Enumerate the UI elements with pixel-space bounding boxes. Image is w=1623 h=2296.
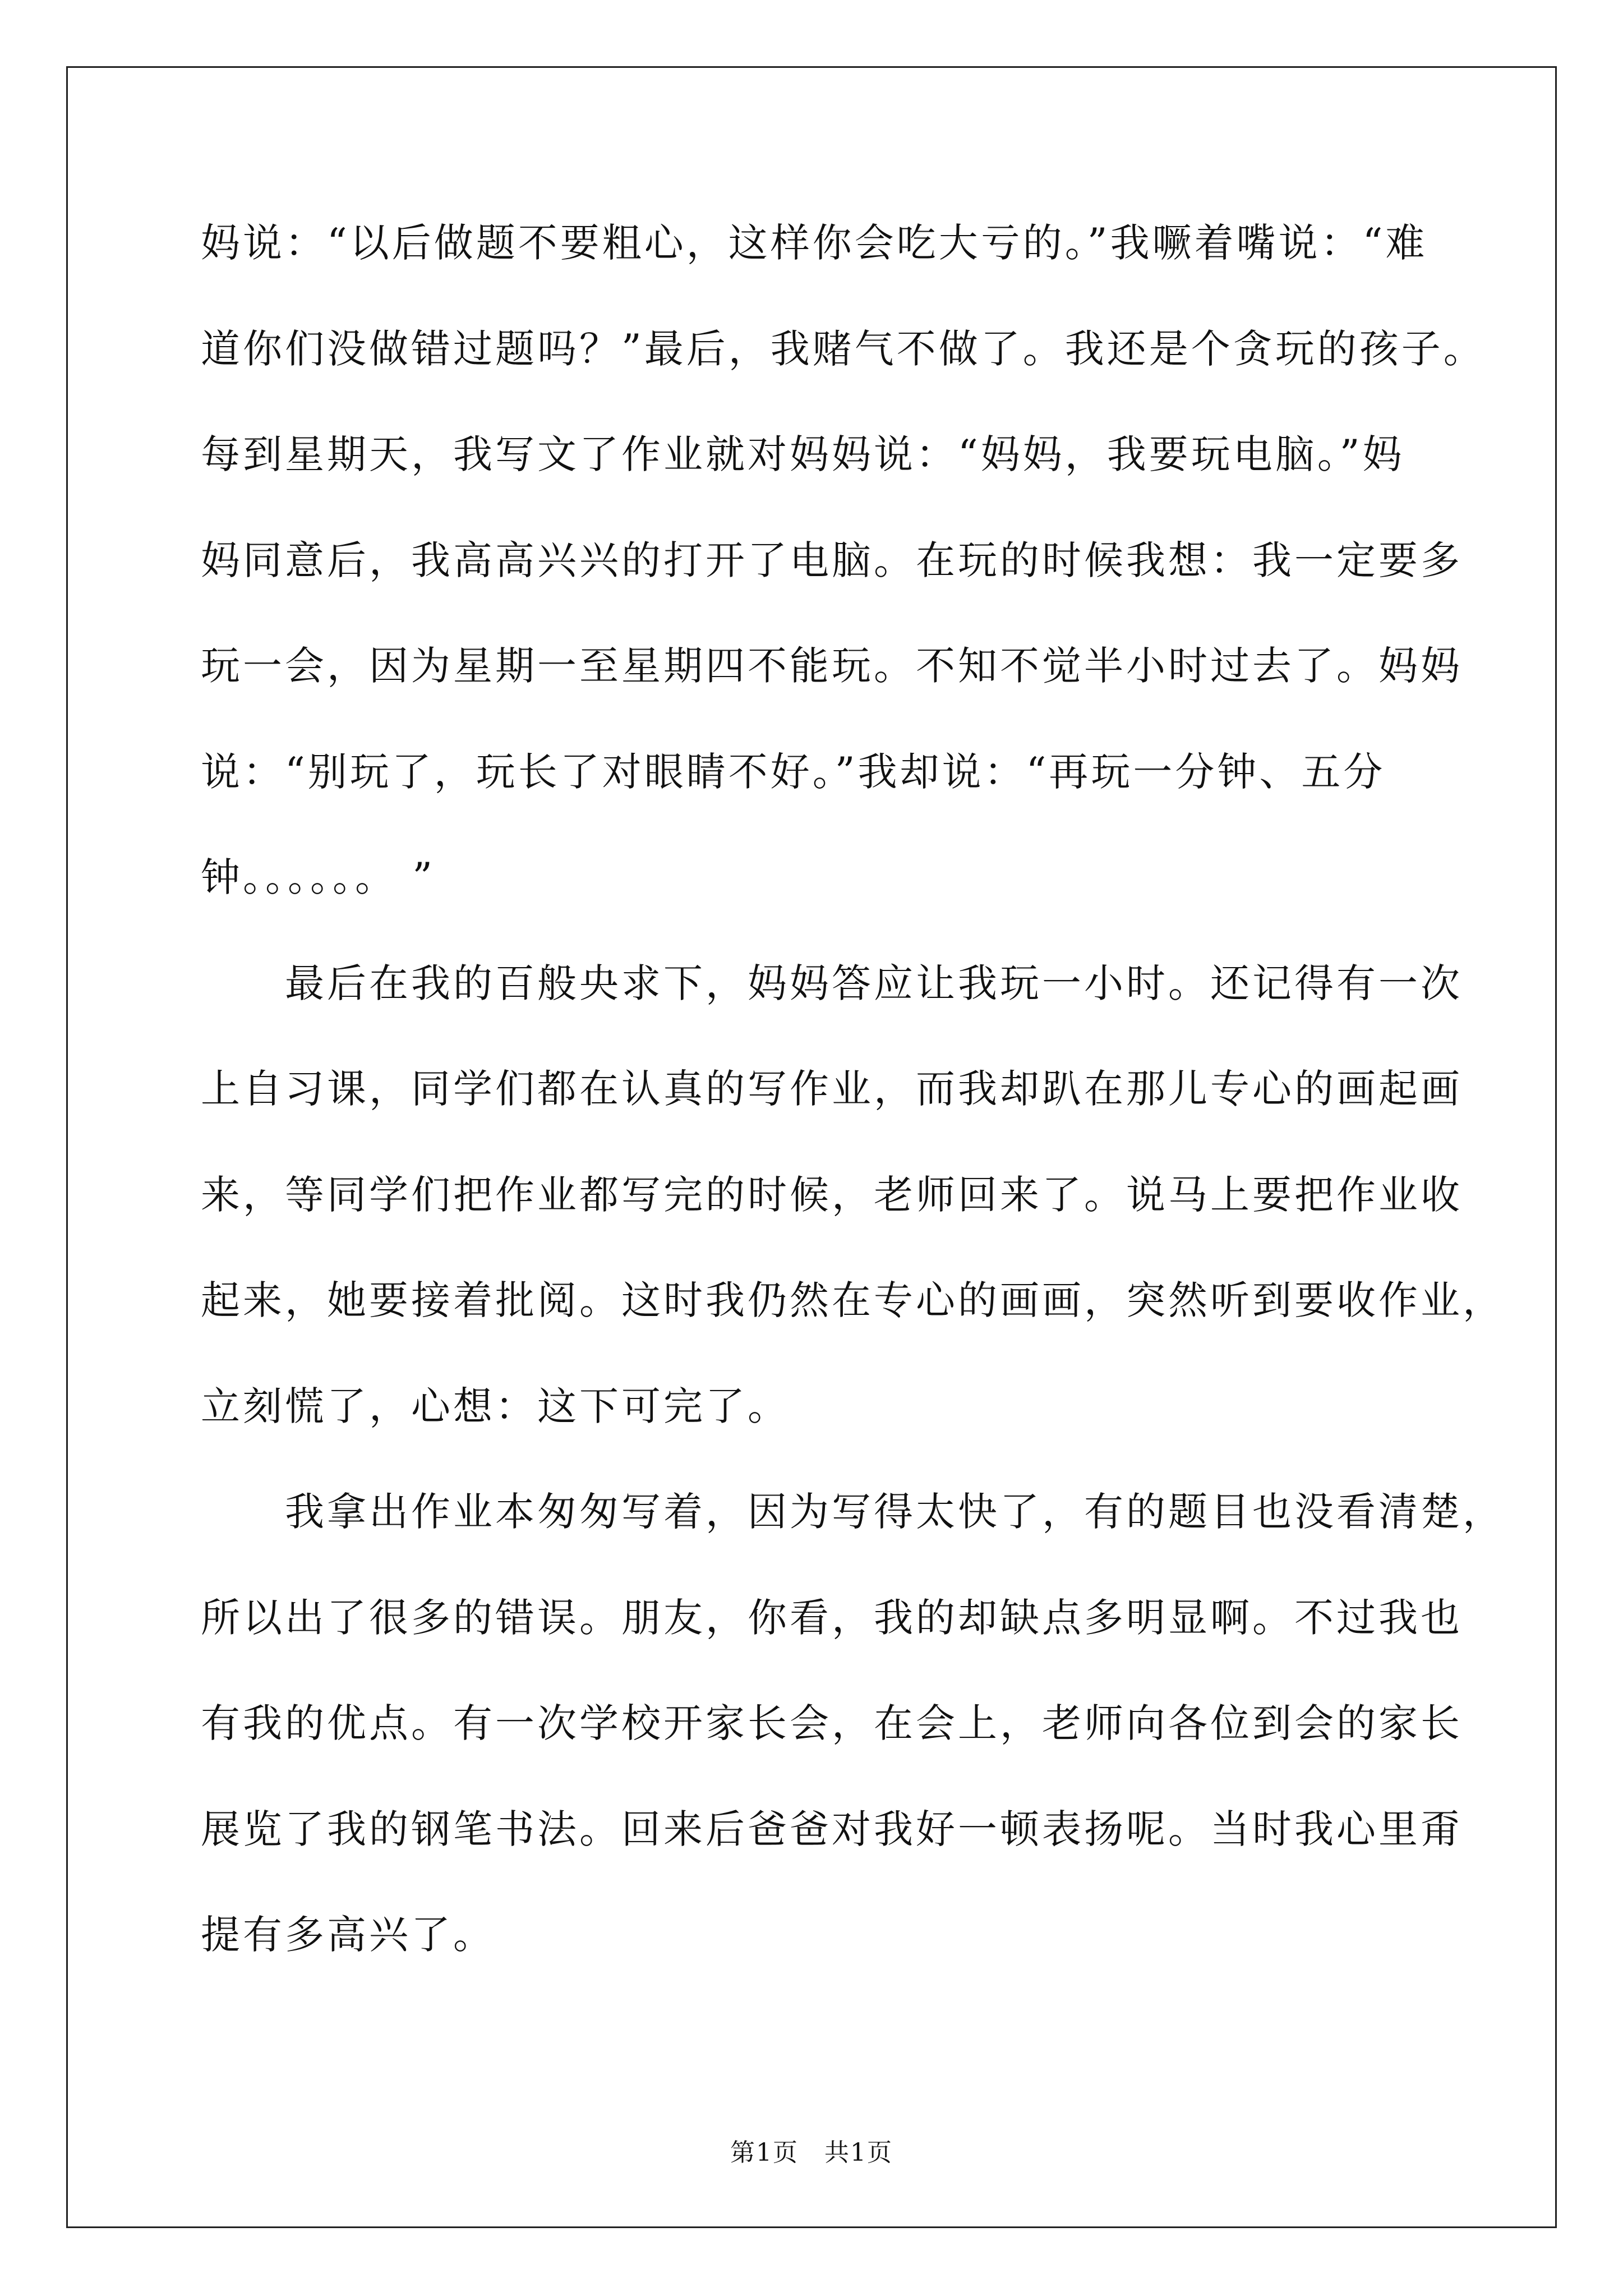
text-line: 所以出了很多的错误。朋友，你看，我的却缺点多明显啊。不过我也 <box>201 1594 1463 1641</box>
text-line: 展览了我的钢笔书法。回来后爸爸对我好一顿表扬呢。当时我心里甭 <box>201 1806 1463 1852</box>
text-line: 妈说：“以后做题不要粗心，这样你会吃大亏的。”我噘着嘴说：“难 <box>201 220 1428 266</box>
text-line: 说：“别玩了，玩长了对眼睛不好。”我却说：“再玩一分钟、五分 <box>201 748 1386 795</box>
text-line: 立刻慌了，心想：这下可完了。 <box>201 1383 790 1429</box>
text-line: 起来，她要接着批阅。这时我仍然在专心的画画，突然听到要收作业， <box>201 1277 1505 1323</box>
text-line: 玩一会，因为星期一至星期四不能玩。不知不觉半小时过去了。妈妈 <box>201 643 1463 689</box>
text-line: 来，等同学们把作业都写完的时候，老师回来了。说马上要把作业收 <box>201 1171 1463 1218</box>
text-line: 提有多高兴了。 <box>201 1912 495 1958</box>
document-body <box>201 217 1505 2014</box>
text-line: 上自习课，同学们都在认真的写作业，而我却趴在那儿专心的画起画 <box>201 1066 1463 1112</box>
text-line: 道你们没做错过题吗？”最后，我赌气不做了。我还是个贪玩的孩子。 <box>201 325 1486 372</box>
paragraph-start-line: 我拿出作业本匆匆写着，因为写得太快了，有的题目也没看清楚， <box>285 1489 1505 1535</box>
text-line: 妈同意后，我高高兴兴的打开了电脑。在玩的时候我想：我一定要多 <box>201 537 1463 583</box>
page-indicator: 第1页 共1页 <box>730 2138 893 2167</box>
page-footer <box>0 2136 1623 2170</box>
paragraph-start-line: 最后在我的百般央求下，妈妈答应让我玩一小时。还记得有一次 <box>285 960 1463 1006</box>
text-line: 有我的优点。有一次学校开家长会，在会上，老师向各位到会的家长 <box>201 1700 1463 1746</box>
text-line: 每到星期天，我写文了作业就对妈妈说：“妈妈，我要玩电脑。”妈 <box>201 431 1405 477</box>
text-line: 钟。。。。。。 ” <box>201 854 436 900</box>
